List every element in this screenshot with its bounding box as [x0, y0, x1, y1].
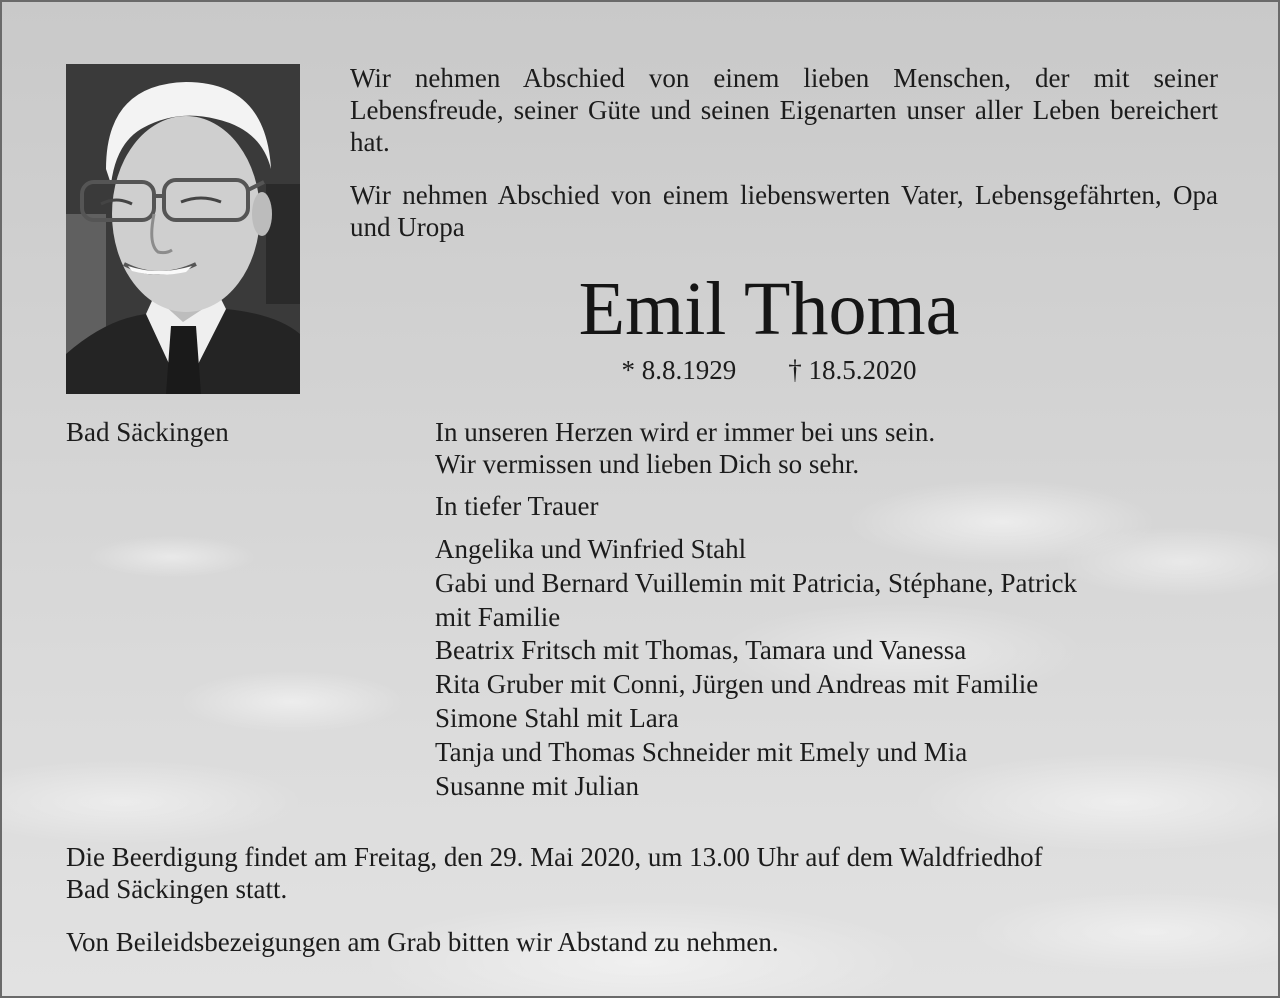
mourning-label: In tiefer Trauer [435, 491, 599, 521]
intro-paragraph: Wir nehmen Abschied von einem lieben Menschen, der mit seiner Lebensfreude, seiner Güte und seinen Eigenarten unser aller Leben bereichert hat. [350, 63, 1218, 157]
death-date: † 18.5.2020 [788, 355, 917, 385]
family-member: Angelika und Winfried Stahl [435, 534, 747, 564]
place-name: Bad Säckingen [66, 417, 229, 447]
condolence-request: Von Beileidsbezeigungen am Grab bitten wir Abstand zu nehmen. [66, 927, 779, 957]
funeral-line: Bad Säckingen statt. [66, 874, 288, 904]
family-member: Gabi und Bernard Vuillemin mit Patricia, Stéphane, Patrick [435, 567, 1077, 598]
intro-paragraph-family: Wir nehmen Abschied von einem liebenswerten Vater, Lebensgefährten, Opa und Uropa [350, 180, 1218, 242]
family-member: Simone Stahl mit Lara [435, 702, 679, 733]
verse-line: In unseren Herzen wird er immer bei uns sein. [435, 417, 936, 447]
family-member: Susanne mit Julian [435, 770, 639, 801]
funeral-info [66, 841, 1226, 905]
family-member: Rita Gruber mit Conni, Jürgen und Andreas mit Familie [435, 669, 1039, 700]
family-member: mit Familie [435, 601, 561, 632]
portrait-illustration [66, 64, 300, 394]
birth-date: * 8.8.1929 [621, 355, 737, 385]
family-member: Tanja und Thomas Schneider mit Emely und Mia [435, 736, 968, 767]
memorial-verse [435, 416, 935, 480]
verse-line: Wir vermissen und lieben Dich so sehr. [435, 449, 860, 479]
portrait-photo [66, 64, 300, 394]
funeral-line: Die Beerdigung findet am Freitag, den 29. Mai 2020, um 13.00 Uhr auf dem Waldfriedhof [66, 842, 1043, 872]
family-list [435, 533, 1235, 803]
deceased-name: Emil Thoma [578, 267, 960, 351]
life-dates [350, 352, 1188, 388]
family-member: Beatrix Fritsch mit Thomas, Tamara und Vanessa [435, 635, 967, 666]
